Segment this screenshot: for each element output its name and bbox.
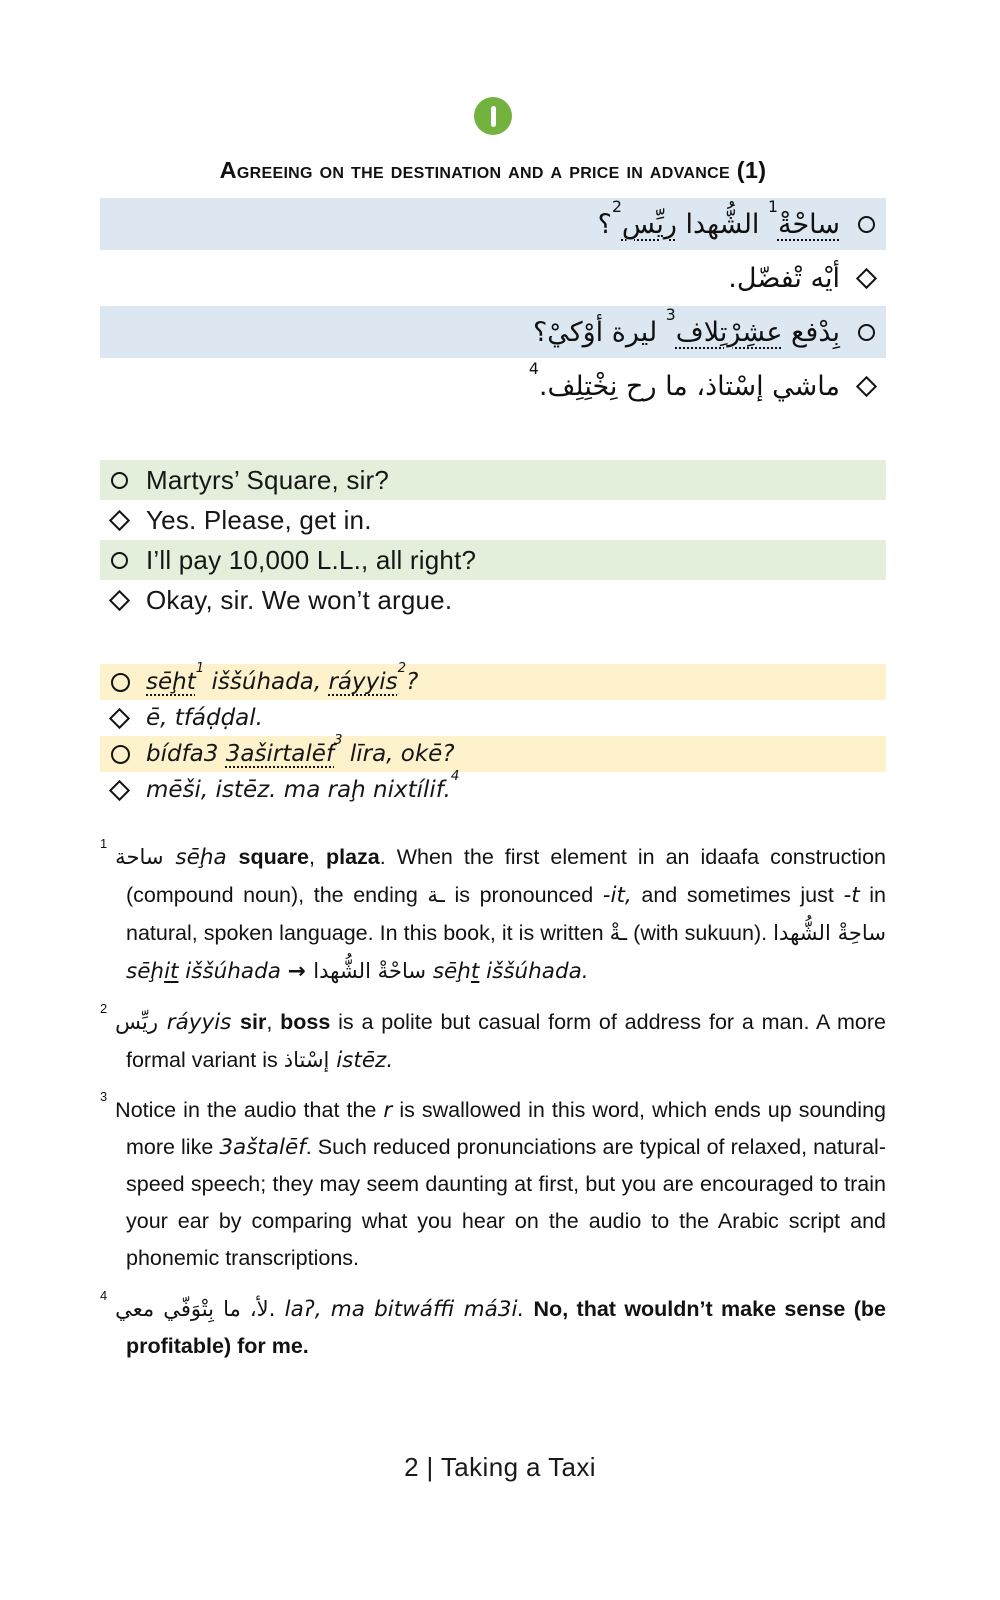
page-footer: 2 | Taking a Taxi [404,1452,596,1482]
arabic-line-3-text [532,305,840,348]
diamond-marker-icon [856,267,877,288]
text-segment: is swallowed in this word, which ends up sounding more like [126,1098,886,1159]
text-segment: bídfa3 [146,741,226,767]
transcription-line-2 [100,700,886,736]
footnoted-word: ساحْةْ [777,208,840,240]
arabic-line-2 [100,252,886,304]
speaker-b-marker [840,271,886,286]
arabic-term: ريِّس [115,1009,159,1034]
footnote-ref-1: 1 [195,660,205,676]
numeral-one-glyph [491,106,496,127]
chapter-number-badge [474,97,512,135]
circle-marker-icon [858,324,875,341]
diamond-marker-icon [109,589,130,610]
ending-t: -t [843,883,860,908]
circle-marker-icon [858,216,875,233]
text-segment: . Such reduced pronunciations are typical of relaxed, natural-speed speech; they may seem daunting at first, but you are encouraged to train your ear by comparing what you hear on the audio to the Arabic script and phonemic transcriptions. [126,1135,886,1270]
diamond-marker-icon [109,707,130,728]
circle-marker-icon [111,673,130,692]
arabic-line-2-text: أيْه تْفضّل. [728,262,840,294]
italic-r: r [383,1098,393,1123]
diamond-marker-icon [109,509,130,530]
english-line-3-text: I’ll pay 10,000 L.L., all right? [146,544,477,575]
transcription-line-3-text [146,732,455,767]
footnoted-word: 3aširtalēf [225,741,335,767]
text-segment: . When the first element in an idaafa construction (compound noun), the ending [126,845,886,907]
text-segment: , [309,845,326,869]
speaker-a-marker [840,324,886,341]
transliteration: 3aštalēf [219,1135,306,1160]
diamond-marker-icon [856,375,877,396]
circle-marker-icon [111,472,128,489]
arabic-term: ساحة [115,844,164,869]
speaker-b-marker [840,379,886,394]
arabic-suffix-sukuun: ـةْ [609,920,628,945]
speaker-a-marker [100,745,146,764]
text-segment: ؟ [597,208,612,240]
arabic-line-4 [100,360,886,412]
english-line-4-text: Okay, sir. We won’t argue. [146,584,453,615]
speaker-b-marker [100,513,146,528]
text-segment: and sometimes just [631,883,844,907]
underlined-ending: t [470,959,480,984]
speaker-b-marker [100,783,146,798]
text-segment: بِدْفع [782,316,840,348]
arabic-example-2: ساحْةْ الشُّهدا [313,958,427,983]
transcription-line-4-text [146,768,460,803]
footnote-ref-4: 4 [450,768,460,784]
footnote-ref-3: 3 [665,305,676,325]
footnoted-word: sēḩt [146,669,196,695]
arabic-example-1: ساحِةْ الشُّهدا [773,920,886,945]
footnote-number: 1 [100,836,108,852]
arabic-line-1 [100,198,886,250]
speaker-b-marker [100,711,146,726]
arabic-line-3 [100,306,886,358]
footnoted-word: ráyyis [328,669,398,695]
footnoted-word: عشِرْتِلاف [675,316,783,348]
transliteration: istēz. [329,1048,394,1073]
text-segment: is a polite but casual form of address for a man. A more formal variant is [126,1010,886,1072]
gloss-bold: sir [240,1010,267,1034]
text-segment: Notice in the audio that the [115,1098,384,1122]
transliteration: iššúhada [178,959,288,984]
english-line-1 [100,460,886,500]
text-segment: ماشي إسْتاذ، ما رح نِخْتِلِف. [538,370,840,402]
footnote-1 [100,838,886,990]
english-line-3 [100,540,886,580]
arabic-phrase: لأ، ما بِتْوَفّي معي. [115,1296,276,1321]
speaker-a-marker [100,552,146,569]
footnote-ref-3: 3 [334,732,343,748]
dialogue-arabic-block [100,198,886,412]
footnote-2 [100,1003,886,1079]
diamond-marker-icon [109,779,130,800]
text-segment: mēši, istēz. ma raḩ nixtílif. [146,777,451,803]
english-line-4 [100,580,886,620]
transcription-line-3 [100,732,886,772]
page-content [100,0,886,1378]
text-segment: , [266,1010,281,1034]
footnote-ref-2: 2 [611,197,622,217]
arabic-line-4-text [528,359,840,402]
footnote-4 [100,1290,886,1365]
transliteration: ráyyis [158,1010,241,1035]
arabic-term: إسْتاذ [283,1047,330,1072]
gloss-bold: square [238,845,310,869]
english-line-2 [100,500,886,540]
arabic-line-1-text [597,197,840,240]
transliteration: sēḩ [126,959,165,984]
footnotes-block [100,838,886,1365]
transcription-block [100,660,886,808]
english-line-1-text: Martyrs’ Square, sir? [146,464,390,495]
footnote-ref-1: 1 [768,197,778,217]
footnote-number: 4 [100,1288,108,1304]
section-heading: Agreeing on the destination and a price in advance (1) [219,157,767,183]
right-arrow-icon: → [287,959,314,984]
text-segment: līra, okē? [342,741,455,767]
circle-marker-icon [111,552,128,569]
transliteration: sēḩ [426,959,471,984]
footnote-ref-4: 4 [528,359,539,379]
speaker-a-marker [840,216,886,233]
transcription-line-2-text: ē, tfáḍḍal. [146,705,263,731]
gloss-bold: boss [280,1010,331,1034]
gloss-bold: plaza [325,845,380,869]
english-line-2-text: Yes. Please, get in. [146,504,372,535]
transcription-line-4 [100,768,886,808]
arabic-suffix: ـة [427,882,445,907]
footnoted-word: ريِّس [621,208,677,240]
speaker-a-marker [100,472,146,489]
transliteration: iššúhada. [479,959,589,984]
footnote-number: 2 [100,1001,108,1017]
footnote-number: 3 [100,1089,108,1105]
circle-marker-icon [111,745,130,764]
ending-it: -it, [602,883,632,908]
text-segment: iššúhada, [204,669,329,695]
text-segment: ليرة أوْكيْ؟ [532,316,666,348]
text-segment: الشُّهدا [676,208,769,240]
dialogue-english-block [100,460,886,620]
translation-bold: No, that wouldn’t make sense (be profitable) for me. [126,1297,886,1358]
text-segment: is pronounced [444,883,603,907]
speaker-a-marker [100,673,146,692]
transliteration: laʔ, ma bitwáffi má3i. [275,1297,534,1322]
text-segment: ? [406,669,419,695]
speaker-b-marker [100,593,146,608]
transcription-line-1 [100,660,886,700]
footnote-ref-2: 2 [397,660,407,676]
transcription-line-1-text [146,660,419,695]
text-segment: in natural, spoken language. In this book, it is written [126,883,886,945]
transliteration: sēḩa [163,845,239,870]
text-segment: (with sukuun). [627,921,774,945]
underlined-ending: it [164,959,179,984]
footnote-3 [100,1089,886,1277]
